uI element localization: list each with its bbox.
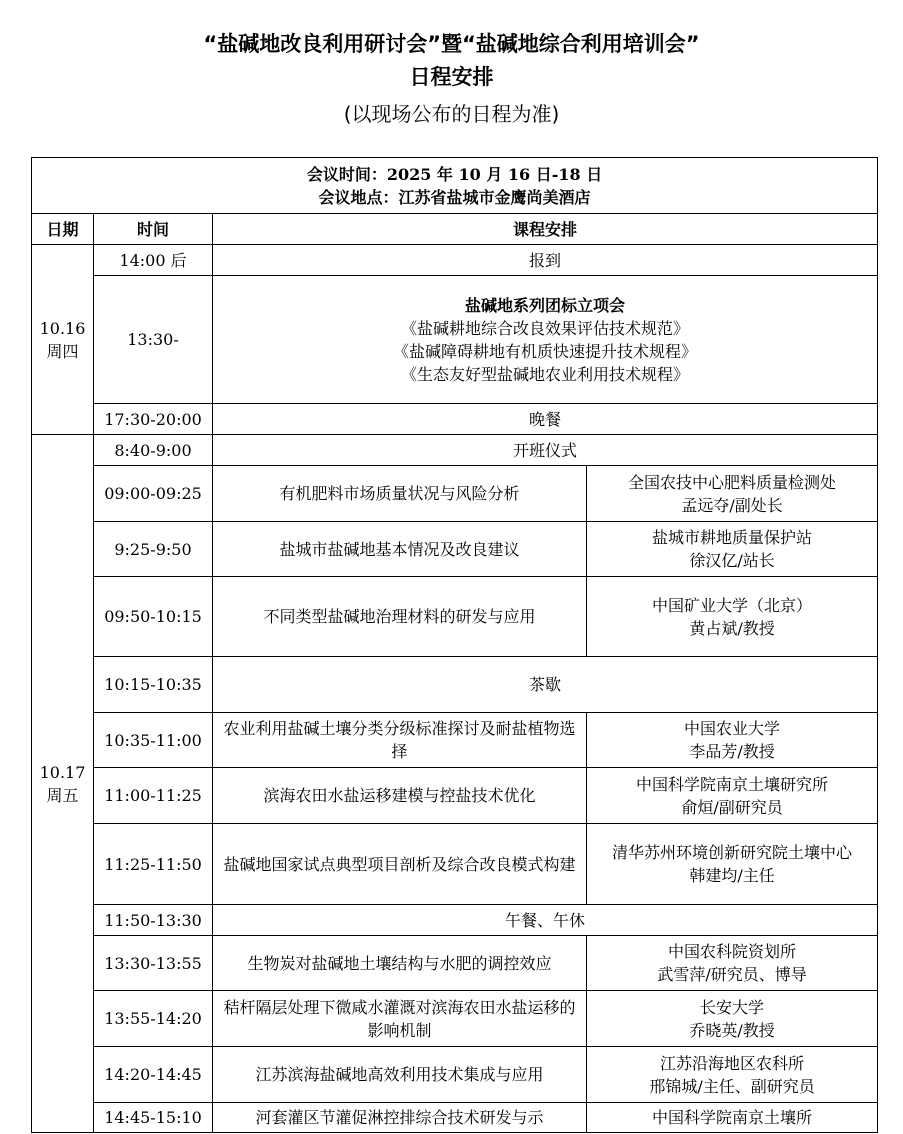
speaker-cell [587,768,878,824]
topic-cell: 有机肥料市场质量状况与风险分析 [213,466,587,522]
time-cell: 11:00-11:25 [94,768,213,824]
table-row [32,991,878,1047]
table-row [32,1047,878,1103]
program-heading: 盐碱地系列团标立项会 [465,295,626,315]
time-cell: 9:25-9:50 [94,522,213,577]
speaker-org: 中国科学院南京土壤研究所 [636,774,829,794]
weekday-label: 周四 [46,341,79,361]
meeting-info [32,158,878,214]
time-cell: 09:00-09:25 [94,466,213,522]
speaker-cell [587,1103,878,1133]
meeting-location: 会议地点：江苏省盐城市金鹰尚美酒店 [318,187,591,207]
speaker-name: 黄占斌/教授 [689,618,775,638]
table-row [32,1103,878,1133]
program-cell: 午餐、午休 [213,905,878,936]
schedule-table [31,157,878,1133]
speaker-name: 邢锦城/主任、副研究员 [649,1076,815,1096]
speaker-name: 俞烜/副研究员 [681,797,783,817]
program-line: 《盐碱障碍耕地有机质快速提升技术规程》 [393,341,698,361]
time-cell: 13:55-14:20 [94,991,213,1047]
document-title: “盐碱地改良利用研讨会”暨“盐碱地综合利用培训会” [203,32,700,56]
speaker-org: 盐城市耕地质量保护站 [652,528,813,547]
time-cell: 10:15-10:35 [94,657,213,713]
speaker-cell [587,713,878,768]
speaker-cell [587,577,878,657]
time-cell: 11:50-13:30 [94,905,213,936]
speaker-org: 江苏沿海地区农科所 [660,1053,805,1073]
program-cell: 开班仪式 [213,435,878,466]
meeting-info-row [32,158,878,214]
schedule-note: (以现场公布的日程为准) [343,102,560,126]
speaker-cell [587,1047,878,1103]
topic-cell: 生物炭对盐碱地土壤结构与水肥的调控效应 [213,936,587,991]
topic-cell: 盐碱地国家试点典型项目剖析及综合改良模式构建 [213,824,587,905]
column-header-date: 日期 [32,214,94,245]
date-cell-day2 [32,435,94,1133]
speaker-org: 中国农业大学 [684,719,781,738]
time-cell: 17:30-20:00 [94,404,213,435]
program-cell: 晚餐 [213,404,878,435]
speaker-name: 韩建均/主任 [689,866,775,885]
time-cell: 14:00 后 [94,245,213,276]
meeting-time: 会议时间：2025 年 10 月 16 日-18 日 [306,164,603,184]
program-cell: 茶歇 [213,657,878,713]
table-row [32,713,878,768]
time-cell: 13:30- [94,276,213,404]
topic-cell: 盐城市盐碱地基本情况及改良建议 [213,522,587,577]
table-row [32,466,878,522]
speaker-org: 长安大学 [700,997,765,1017]
program-cell [213,276,878,404]
topic-cell: 秸杆隔层处理下微咸水灌溉对滨海农田水盐运移的影响机制 [213,991,587,1047]
speaker-cell [587,936,878,991]
speaker-org: 中国农科院资划所 [668,942,797,961]
speaker-cell [587,466,878,522]
speaker-org: 中国矿业大学（北京） [652,595,813,615]
weekday-label: 周五 [46,785,79,805]
time-cell: 8:40-9:00 [94,435,213,466]
topic-cell: 农业利用盐碱土壤分类分级标准探讨及耐盐植物选择 [213,713,587,768]
speaker-org: 清华苏州环境创新研究院土壤中心 [612,843,853,862]
speaker-name: 李品芳/教授 [689,742,775,761]
table-row [32,824,878,905]
program-cell: 报到 [213,245,878,276]
table-row [32,936,878,991]
table-row [32,905,878,936]
time-cell: 14:20-14:45 [94,1047,213,1103]
date-label: 10.17 [39,762,86,782]
topic-cell: 不同类型盐碱地治理材料的研发与应用 [213,577,587,657]
header-row [32,214,878,245]
table-row [32,245,878,276]
speaker-org: 全国农技中心肥料质量检测处 [628,472,837,492]
speaker-cell [587,824,878,905]
speaker-cell [587,991,878,1047]
table-row [32,657,878,713]
program-line: 《生态友好型盐碱地农业利用技术规程》 [401,364,690,384]
date-label: 10.16 [39,318,86,338]
time-cell: 10:35-11:00 [94,713,213,768]
time-cell: 11:25-11:50 [94,824,213,905]
column-header-program: 课程安排 [213,214,878,245]
speaker-name: 乔晓英/教授 [689,1020,775,1040]
table-row [32,404,878,435]
table-row [32,435,878,466]
topic-cell: 滨海农田水盐运移建模与控盐技术优化 [213,768,587,824]
schedule-heading: 日程安排 [409,65,494,89]
topic-cell: 河套灌区节灌促淋控排综合技术研发与示 [213,1103,587,1133]
speaker-cell [587,522,878,577]
speaker-name: 武雪萍/研究员、博导 [657,965,807,984]
table-row [32,577,878,657]
time-cell: 14:45-15:10 [94,1103,213,1133]
table-row [32,276,878,404]
time-cell: 13:30-13:55 [94,936,213,991]
date-cell-day1 [32,245,94,435]
speaker-name: 孟远夺/副处长 [681,495,783,515]
speaker-name: 徐汉亿/站长 [689,551,775,570]
speaker-org: 中国科学院南京土壤所 [652,1108,813,1127]
time-cell: 09:50-10:15 [94,577,213,657]
topic-cell: 江苏滨海盐碱地高效利用技术集成与应用 [213,1047,587,1103]
table-row [32,768,878,824]
program-line: 《盐碱耕地综合改良效果评估技术规范》 [401,318,690,338]
table-row [32,522,878,577]
column-header-time: 时间 [94,214,213,245]
